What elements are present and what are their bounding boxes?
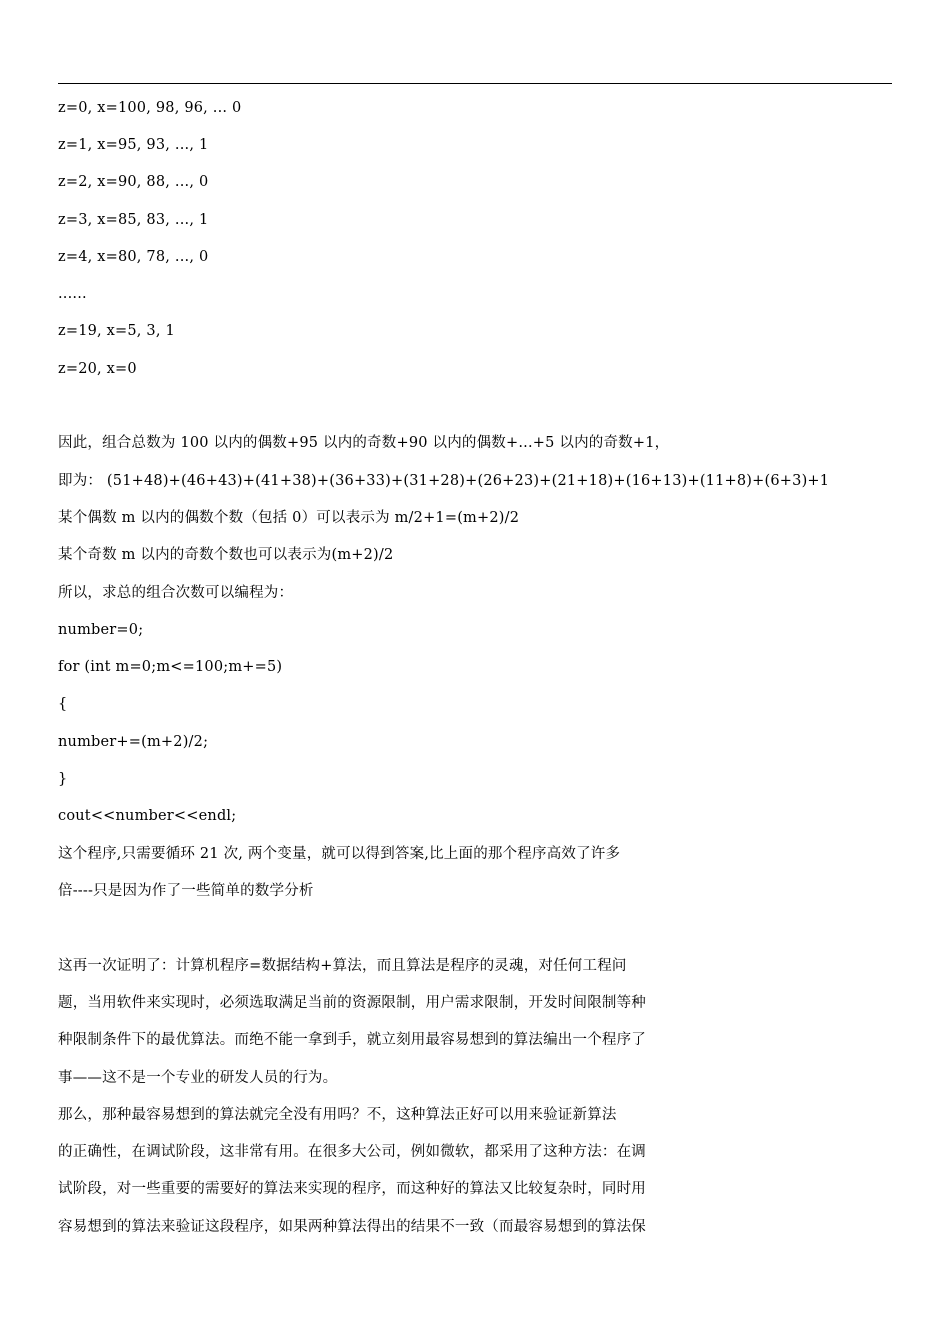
code-line: cout<<number<<endl;: [58, 808, 237, 824]
text-line: 的正确性，在调试阶段，这非常有用。在很多大公司，例如微软，都采用了这种方法：在调: [58, 1144, 646, 1160]
code-line: {: [58, 696, 68, 712]
text-line: 试阶段，对一些重要的需要好的算法来实现的程序，而这种好的算法又比较复杂时，同时用: [58, 1181, 646, 1197]
header-rule: [58, 83, 892, 84]
text-line: 这个程序,只需要循环 21 次, 两个变量，就可以得到答案,比上面的那个程序高效了许多: [58, 846, 621, 862]
text-line: z=20, x=0: [58, 361, 137, 377]
text-line: z=19, x=5, 3, 1: [58, 323, 175, 339]
text-line: 那么，那种最容易想到的算法就完全没有用吗？不，这种算法正好可以用来验证新算法: [58, 1107, 617, 1123]
text-line: z=3, x=85, 83, ..., 1: [58, 212, 209, 228]
text-line: z=1, x=95, 93, ..., 1: [58, 137, 209, 153]
text-line: 某个偶数 m 以内的偶数个数（包括 0）可以表示为 m/2+1=(m+2)/2: [58, 510, 520, 526]
text-line: z=2, x=90, 88, ..., 0: [58, 174, 209, 190]
text-line: 容易想到的算法来验证这段程序，如果两种算法得出的结果不一致（而最容易想到的算法保: [58, 1219, 646, 1235]
text-line: 所以，求总的组合次数可以编程为：: [58, 585, 294, 601]
code-line: for (int m=0;m<=100;m+=5): [58, 659, 283, 675]
text-line: 倍----只是因为作了一些简单的数学分析: [58, 883, 314, 899]
text-line: 题，当用软件来实现时，必须选取满足当前的资源限制，用户需求限制，开发时间限制等种: [58, 995, 646, 1011]
text-line: 这再一次证明了：计算机程序=数据结构+算法，而且算法是程序的灵魂，对任何工程问: [58, 958, 627, 974]
text-line: 某个奇数 m 以内的奇数个数也可以表示为(m+2)/2: [58, 547, 394, 563]
text-line: 即为： (51+48)+(46+43)+(41+38)+(36+33)+(31+28)+(26+23)+(21+18)+(16+13)+(11+8)+(6+3)+1: [58, 473, 830, 489]
text-line: 种限制条件下的最优算法。而绝不能一拿到手，就立刻用最容易想到的算法编出一个程序了: [58, 1032, 646, 1048]
text-line: z=4, x=80, 78, ..., 0: [58, 249, 209, 265]
text-line: z=0, x=100, 98, 96, ... 0: [58, 100, 242, 116]
code-line: number+=(m+2)/2;: [58, 734, 209, 750]
text-line: 因此，组合总数为 100 以内的偶数+95 以内的奇数+90 以内的偶数+...+5 以内的奇数+1，: [58, 435, 670, 451]
text-line: 事——这不是一个专业的研发人员的行为。: [58, 1070, 338, 1086]
code-line: }: [58, 771, 68, 787]
text-line: ......: [58, 286, 87, 302]
code-line: number=0;: [58, 622, 144, 638]
